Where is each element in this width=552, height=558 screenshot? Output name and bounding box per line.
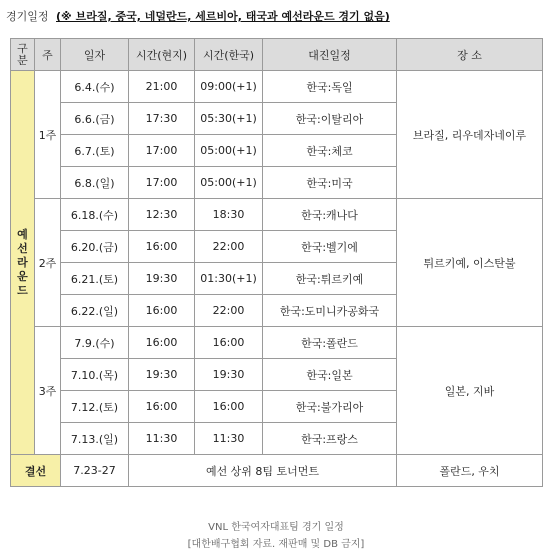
stage-char: 라 [17, 255, 28, 269]
game-matchup: 한국:튀르키예 [263, 263, 397, 295]
header-note: (※ 브라질, 중국, 네덜란드, 세르비아, 태국과 예선라운드 경기 없음) [56, 10, 390, 23]
game-matchup: 한국:벨기에 [263, 231, 397, 263]
game-matchup: 한국:이탈리아 [263, 103, 397, 135]
col-header-division [11, 39, 35, 71]
game-korea-time: 16:00 [195, 391, 263, 423]
game-local-time: 19:30 [129, 263, 195, 295]
game-korea-time: 19:30 [195, 359, 263, 391]
game-korea-time: 22:00 [195, 295, 263, 327]
stage-char: 드 [17, 283, 28, 297]
game-matchup: 한국:미국 [263, 167, 397, 199]
table-row [11, 71, 543, 103]
game-korea-time: 16:00 [195, 327, 263, 359]
col-header-local-time: 시간(현지) [129, 39, 195, 71]
game-local-time: 12:30 [129, 199, 195, 231]
game-matchup: 한국:프랑스 [263, 423, 397, 455]
game-korea-time: 05:00(+1) [195, 167, 263, 199]
game-matchup: 한국:도미니카공화국 [263, 295, 397, 327]
game-date: 7.13.(일) [61, 423, 129, 455]
final-dates: 7.23-27 [61, 455, 129, 487]
game-local-time: 17:00 [129, 167, 195, 199]
game-local-time: 17:30 [129, 103, 195, 135]
game-date: 6.22.(일) [61, 295, 129, 327]
game-date: 6.20.(금) [61, 231, 129, 263]
game-korea-time: 18:30 [195, 199, 263, 231]
game-matchup: 한국:폴란드 [263, 327, 397, 359]
game-local-time: 16:00 [129, 295, 195, 327]
stage-char: 운 [17, 269, 28, 283]
stage-label-preliminary [11, 71, 35, 455]
col-header-division-label: 구분 [17, 41, 28, 67]
game-korea-time: 05:30(+1) [195, 103, 263, 135]
game-local-time: 16:00 [129, 391, 195, 423]
game-korea-time: 09:00(+1) [195, 71, 263, 103]
week-venue: 일본, 지바 [397, 327, 543, 455]
table-row [11, 199, 543, 231]
game-local-time: 16:00 [129, 327, 195, 359]
schedule-table [10, 38, 543, 487]
col-header-week: 주 [35, 39, 61, 71]
stage-char: 예 [17, 227, 28, 241]
game-date: 6.8.(일) [61, 167, 129, 199]
game-local-time: 11:30 [129, 423, 195, 455]
stage-char: 선 [17, 241, 28, 255]
game-date: 6.18.(수) [61, 199, 129, 231]
caption-title: VNL 한국여자대표팀 경기 일정 [208, 522, 344, 533]
game-local-time: 19:30 [129, 359, 195, 391]
game-korea-time: 01:30(+1) [195, 263, 263, 295]
table-row [11, 327, 543, 359]
game-korea-time: 05:00(+1) [195, 135, 263, 167]
week-venue: 튀르키예, 이스탄불 [397, 199, 543, 327]
game-matchup: 한국:체코 [263, 135, 397, 167]
week-label: 2주 [35, 199, 61, 327]
col-header-venue: 장 소 [397, 39, 543, 71]
week-label: 3주 [35, 327, 61, 455]
header-title: 경기일정 [6, 10, 49, 23]
game-local-time: 17:00 [129, 135, 195, 167]
game-korea-time: 11:30 [195, 423, 263, 455]
game-matchup: 한국:독일 [263, 71, 397, 103]
caption-source: [대한배구협회 자료. 재판매 및 DB 금지] [187, 539, 365, 550]
final-venue: 폴란드, 우치 [397, 455, 543, 487]
week-label: 1주 [35, 71, 61, 199]
game-local-time: 16:00 [129, 231, 195, 263]
game-date: 7.10.(목) [61, 359, 129, 391]
week-venue: 브라질, 리우데자네이루 [397, 71, 543, 199]
final-label: 결선 [11, 455, 61, 487]
game-matchup: 한국:일본 [263, 359, 397, 391]
game-date: 6.6.(금) [61, 103, 129, 135]
col-header-korea-time: 시간(한국) [195, 39, 263, 71]
game-date: 7.9.(수) [61, 327, 129, 359]
game-korea-time: 22:00 [195, 231, 263, 263]
schedule-header [6, 8, 390, 24]
col-header-matchup: 대진일정 [263, 39, 397, 71]
game-date: 6.7.(토) [61, 135, 129, 167]
game-local-time: 21:00 [129, 71, 195, 103]
game-date: 6.4.(수) [61, 71, 129, 103]
header-row [11, 39, 543, 71]
game-date: 7.12.(토) [61, 391, 129, 423]
game-matchup: 한국:캐나다 [263, 199, 397, 231]
final-row [11, 455, 543, 487]
final-description: 예선 상위 8팀 토너먼트 [129, 455, 397, 487]
col-header-date: 일자 [61, 39, 129, 71]
game-date: 6.21.(토) [61, 263, 129, 295]
game-matchup: 한국:불가리아 [263, 391, 397, 423]
